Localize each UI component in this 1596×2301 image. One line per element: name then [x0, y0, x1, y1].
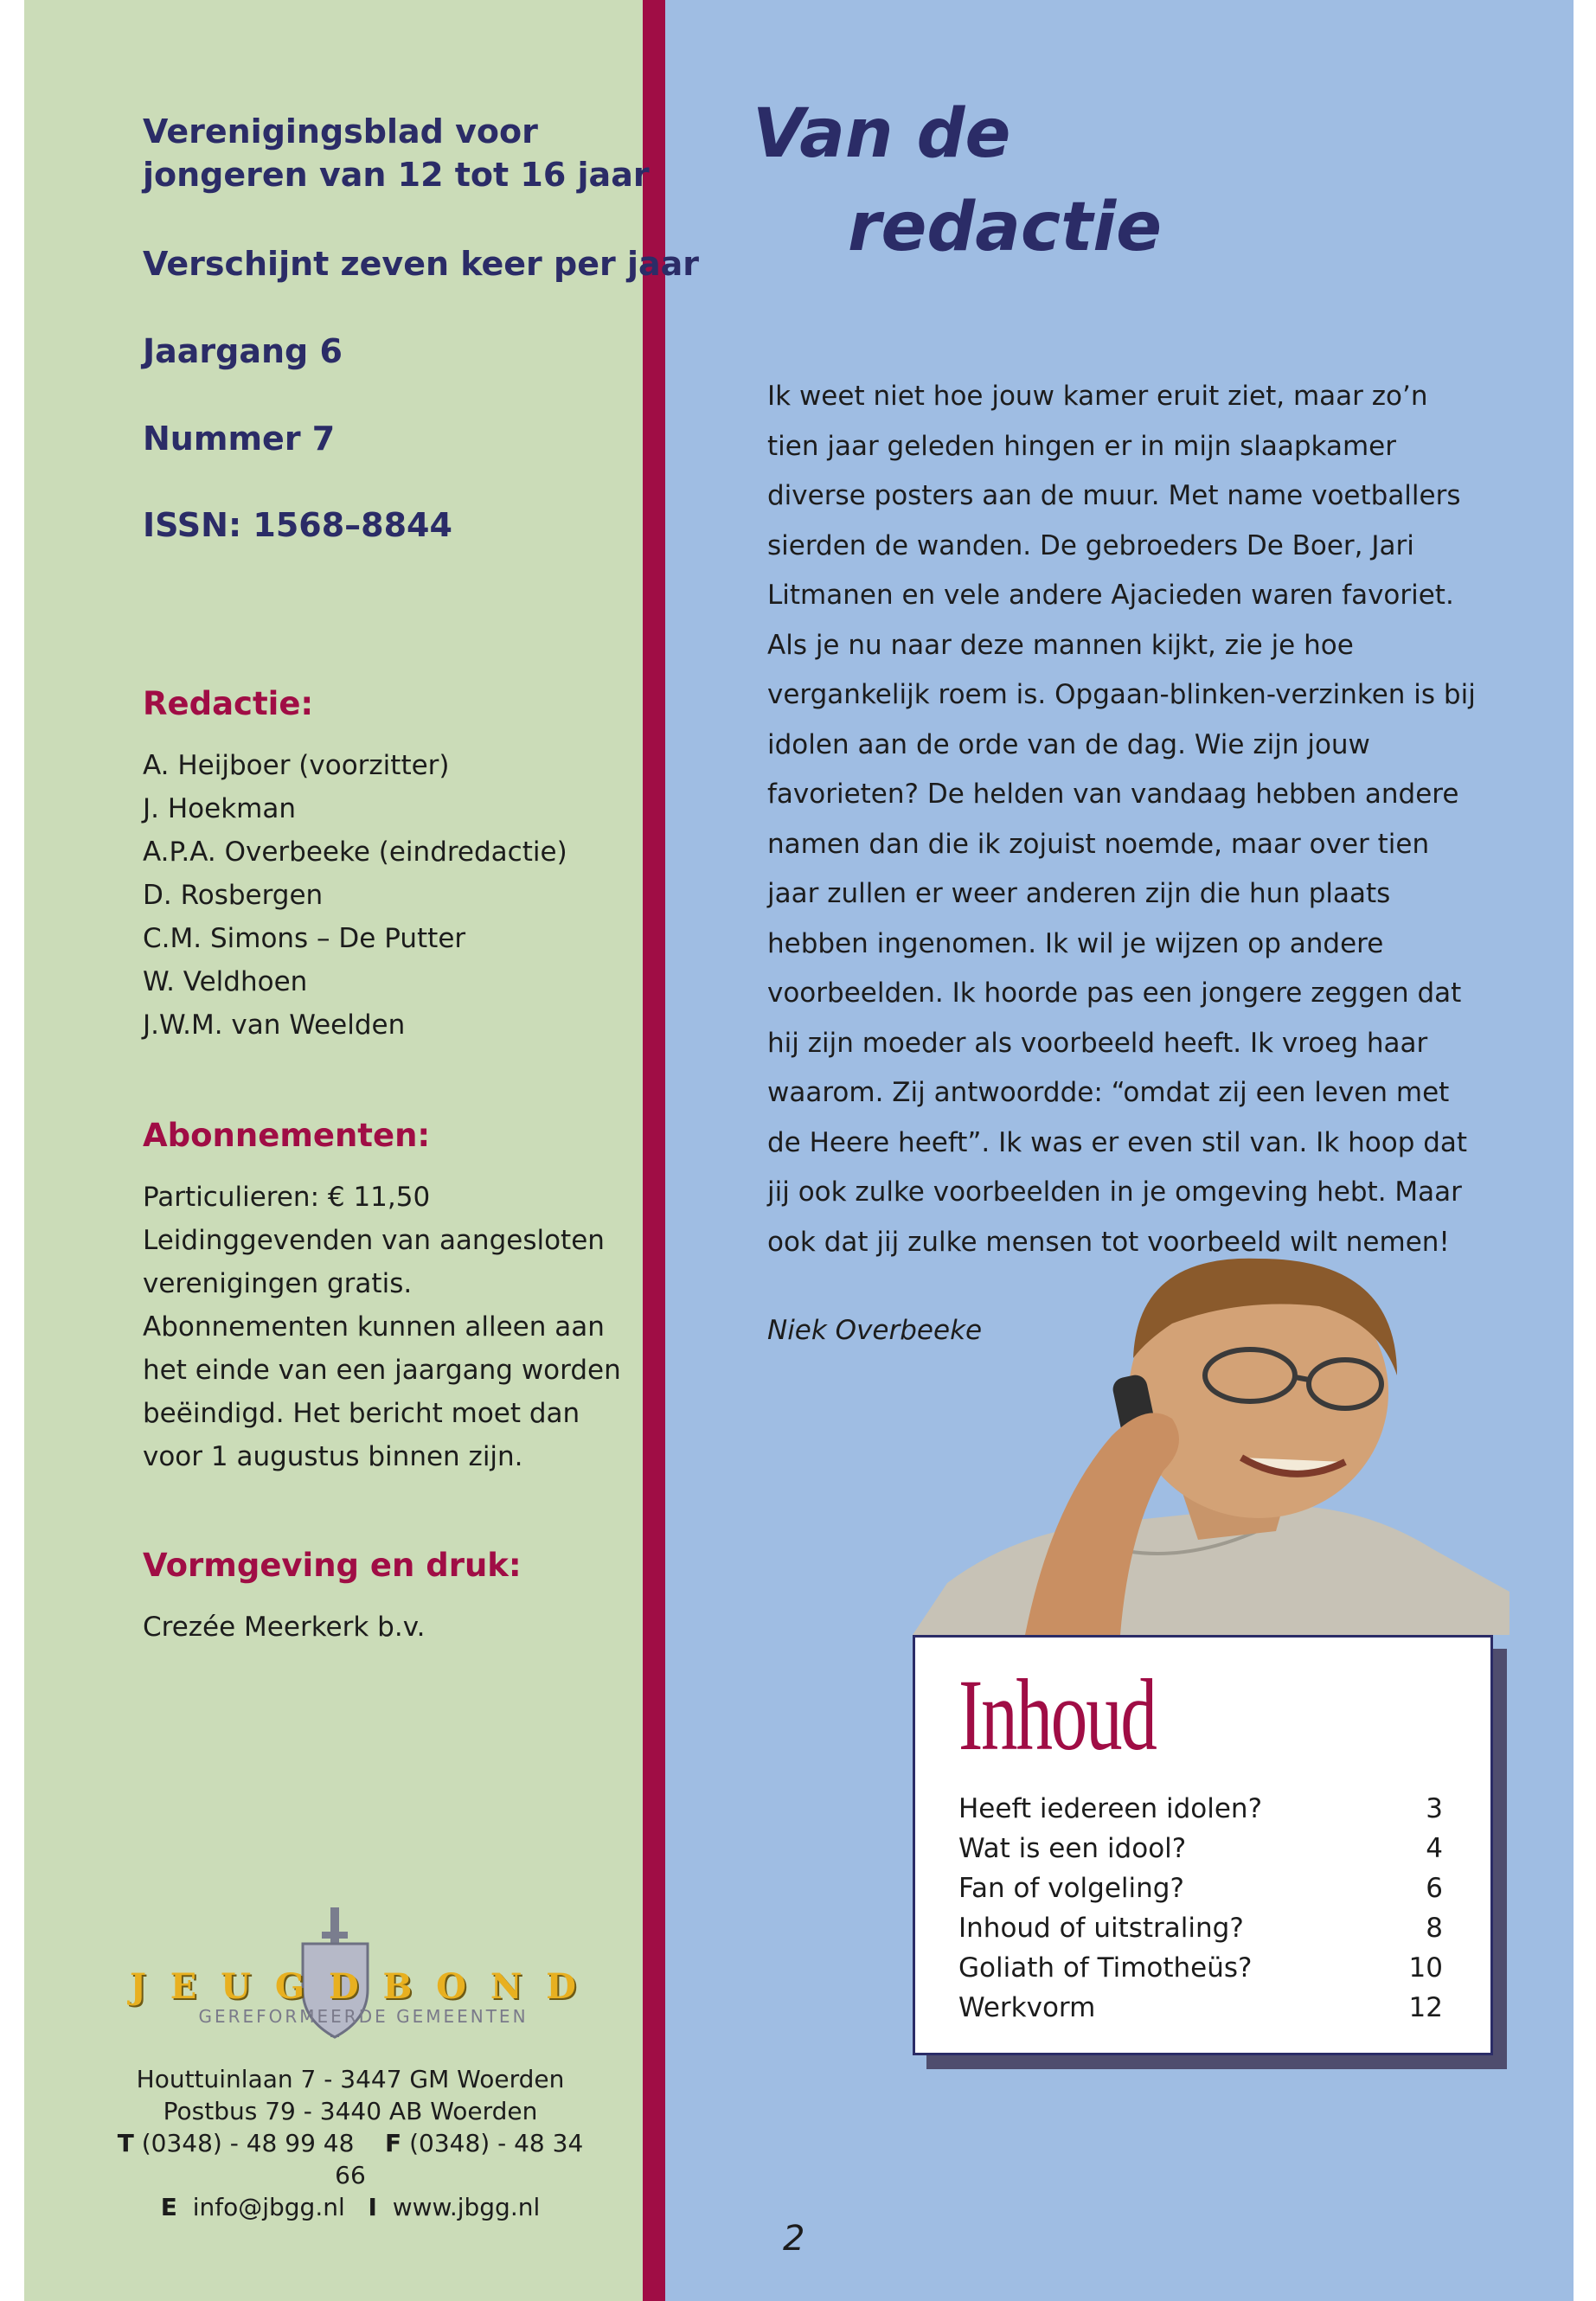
logo-letter: J: [130, 1966, 150, 2007]
email-web-line: [104, 2191, 597, 2223]
contents-item-label: Goliath of Timotheüs?: [958, 1952, 1253, 1984]
issue-number: Nummer 7: [143, 420, 336, 458]
column-divider: [643, 0, 665, 2301]
subscriptions-heading: Abonnementen:: [143, 1117, 431, 1154]
printer-name: Crezée Meerkerk b.v.: [143, 1612, 426, 1643]
logo-letter: G: [274, 1966, 309, 2007]
postbox-address: Postbus 79 - 3440 AB Woerden: [163, 2097, 538, 2125]
editorial-title-line1: Van de: [753, 95, 1011, 173]
contents-item: [958, 1868, 1443, 1908]
email-address: info@jbgg.nl: [192, 2193, 345, 2221]
contents-item: [958, 1988, 1443, 2028]
logo-wordmark: [130, 1966, 580, 2007]
contents-title: Inhoud: [958, 1658, 1156, 1772]
editor-name: W. Veldhoen: [143, 966, 308, 997]
logo-letter: U: [221, 1966, 255, 2007]
logo-letter: D: [546, 1966, 580, 2007]
subscriptions-line: verenigingen gratis.: [143, 1268, 413, 1299]
jeugdbond-logo: [121, 1907, 588, 2046]
phone-label: T: [117, 2129, 134, 2157]
subscriptions-line: beëindigd. Het bericht moet dan: [143, 1398, 580, 1429]
logo-letter: E: [170, 1966, 201, 2007]
subscriptions-line: Leidinggevenden van aangesloten: [143, 1225, 605, 1256]
contents-item-label: Wat is een idool?: [958, 1833, 1187, 1864]
editors-heading: Redactie:: [143, 685, 314, 722]
author-photo: [913, 1246, 1509, 1635]
contents-list: [958, 1789, 1443, 2028]
website-url: www.jbgg.nl: [392, 2193, 541, 2221]
contents-item-page: 6: [1426, 1873, 1443, 1904]
magazine-description-line1: Verenigingsblad voor: [143, 112, 538, 151]
page-number: 2: [783, 2219, 805, 2259]
fax-number: (0348) - 48 34 66: [335, 2129, 584, 2189]
publication-frequency: Verschijnt zeven keer per jaar: [143, 245, 700, 283]
editor-name: J.W.M. van Weelden: [143, 1009, 406, 1041]
editor-name: A.P.A. Overbeeke (eindredactie): [143, 836, 567, 868]
subscriptions-line: Abonnementen kunnen alleen aan: [143, 1311, 605, 1343]
contents-item-page: 3: [1426, 1793, 1443, 1824]
issn: ISSN: 1568–8844: [143, 506, 452, 544]
email-label: E: [160, 2193, 177, 2221]
website-label: I: [368, 2193, 377, 2221]
editorial-author: Niek Overbeeke: [767, 1315, 983, 1346]
contents-item-page: 10: [1408, 1952, 1443, 1984]
subscriptions-text: [143, 1176, 621, 1478]
contents-item: [958, 1948, 1443, 1988]
contents-item-page: 12: [1408, 1992, 1443, 2023]
editor-name: A. Heijboer (voorzitter): [143, 750, 450, 781]
contents-item-label: Inhoud of uitstraling?: [958, 1913, 1244, 1944]
contents-box: [913, 1635, 1493, 2055]
editor-name: C.M. Simons – De Putter: [143, 923, 466, 954]
editor-name: J. Hoekman: [143, 793, 296, 824]
page-margin: [1574, 0, 1596, 2301]
editor-name: D. Rosbergen: [143, 880, 324, 911]
street-address: Houttuinlaan 7 - 3447 GM Woerden: [136, 2065, 565, 2093]
volume-number: Jaargang 6: [143, 332, 343, 370]
editors-list: [143, 744, 567, 1047]
magazine-description-line2: jongeren van 12 tot 16 jaar: [143, 156, 650, 194]
subscriptions-line: het einde van een jaargang worden: [143, 1355, 621, 1386]
logo-letter: B: [382, 1966, 416, 2007]
phone-number: (0348) - 48 99 48: [141, 2129, 355, 2157]
subscriptions-line: Particulieren: € 11,50: [143, 1182, 431, 1213]
phone-fax-line: [104, 2127, 597, 2191]
contents-item: [958, 1829, 1443, 1868]
contents-item: [958, 1908, 1443, 1948]
logo-letter: N: [490, 1966, 526, 2007]
logo-letter: O: [436, 1966, 470, 2007]
contents-item-page: 4: [1426, 1833, 1443, 1864]
subscriptions-line: voor 1 augustus binnen zijn.: [143, 1441, 523, 1472]
fax-label: F: [385, 2129, 402, 2157]
editorial-body: Ik weet niet hoe jouw kamer eruit ziet, maar zo’n tien jaar geleden hingen er in mijn slaapkamer diverse posters aan de muur. Met name voetballers sierden de wanden. De gebroeders De Boer, Jari Litmanen en vele andere Ajacieden waren favoriet. Als je nu naar deze mannen kijkt, zie je hoe vergankelijk roem is. Opgaan-blinken-verzinken is bij idolen aan de orde van de dag. Wie zijn jouw favorieten? De helden van vandaag hebben andere namen dan die ik zojuist noemde, maar over tien jaar zullen er weer anderen zijn die hun plaats hebben ingenomen. Ik wil je wijzen op andere voorbeelden. Ik hoorde pas een jongere zeggen dat hij zijn moeder als voorbeeld heeft. Ik vroeg haar waarom. Zij antwoordde: “omdat zij een leven met de Heere heeft”. Ik was er even stil van. Ik hoop dat jij ook zulke voorbeelden in je omgeving hebt. Maar ook dat jij zulke mensen tot voorbeeld wilt nemen!: [767, 381, 1476, 1258]
contents-item-label: Fan of volgeling?: [958, 1873, 1184, 1904]
contents-item-label: Werkvorm: [958, 1992, 1096, 2023]
contents-item-label: Heeft iedereen idolen?: [958, 1793, 1263, 1824]
logo-letter: D: [328, 1966, 362, 2007]
contact-address: [104, 2063, 597, 2223]
contents-item: [958, 1789, 1443, 1829]
editorial-title-line2: redactie: [848, 189, 1162, 266]
logo-subtitle: GEREFORMEERDE GEMEENTEN: [198, 2006, 529, 2027]
contents-item-page: 8: [1426, 1913, 1443, 1944]
design-heading: Vormgeving en druk:: [143, 1547, 522, 1584]
